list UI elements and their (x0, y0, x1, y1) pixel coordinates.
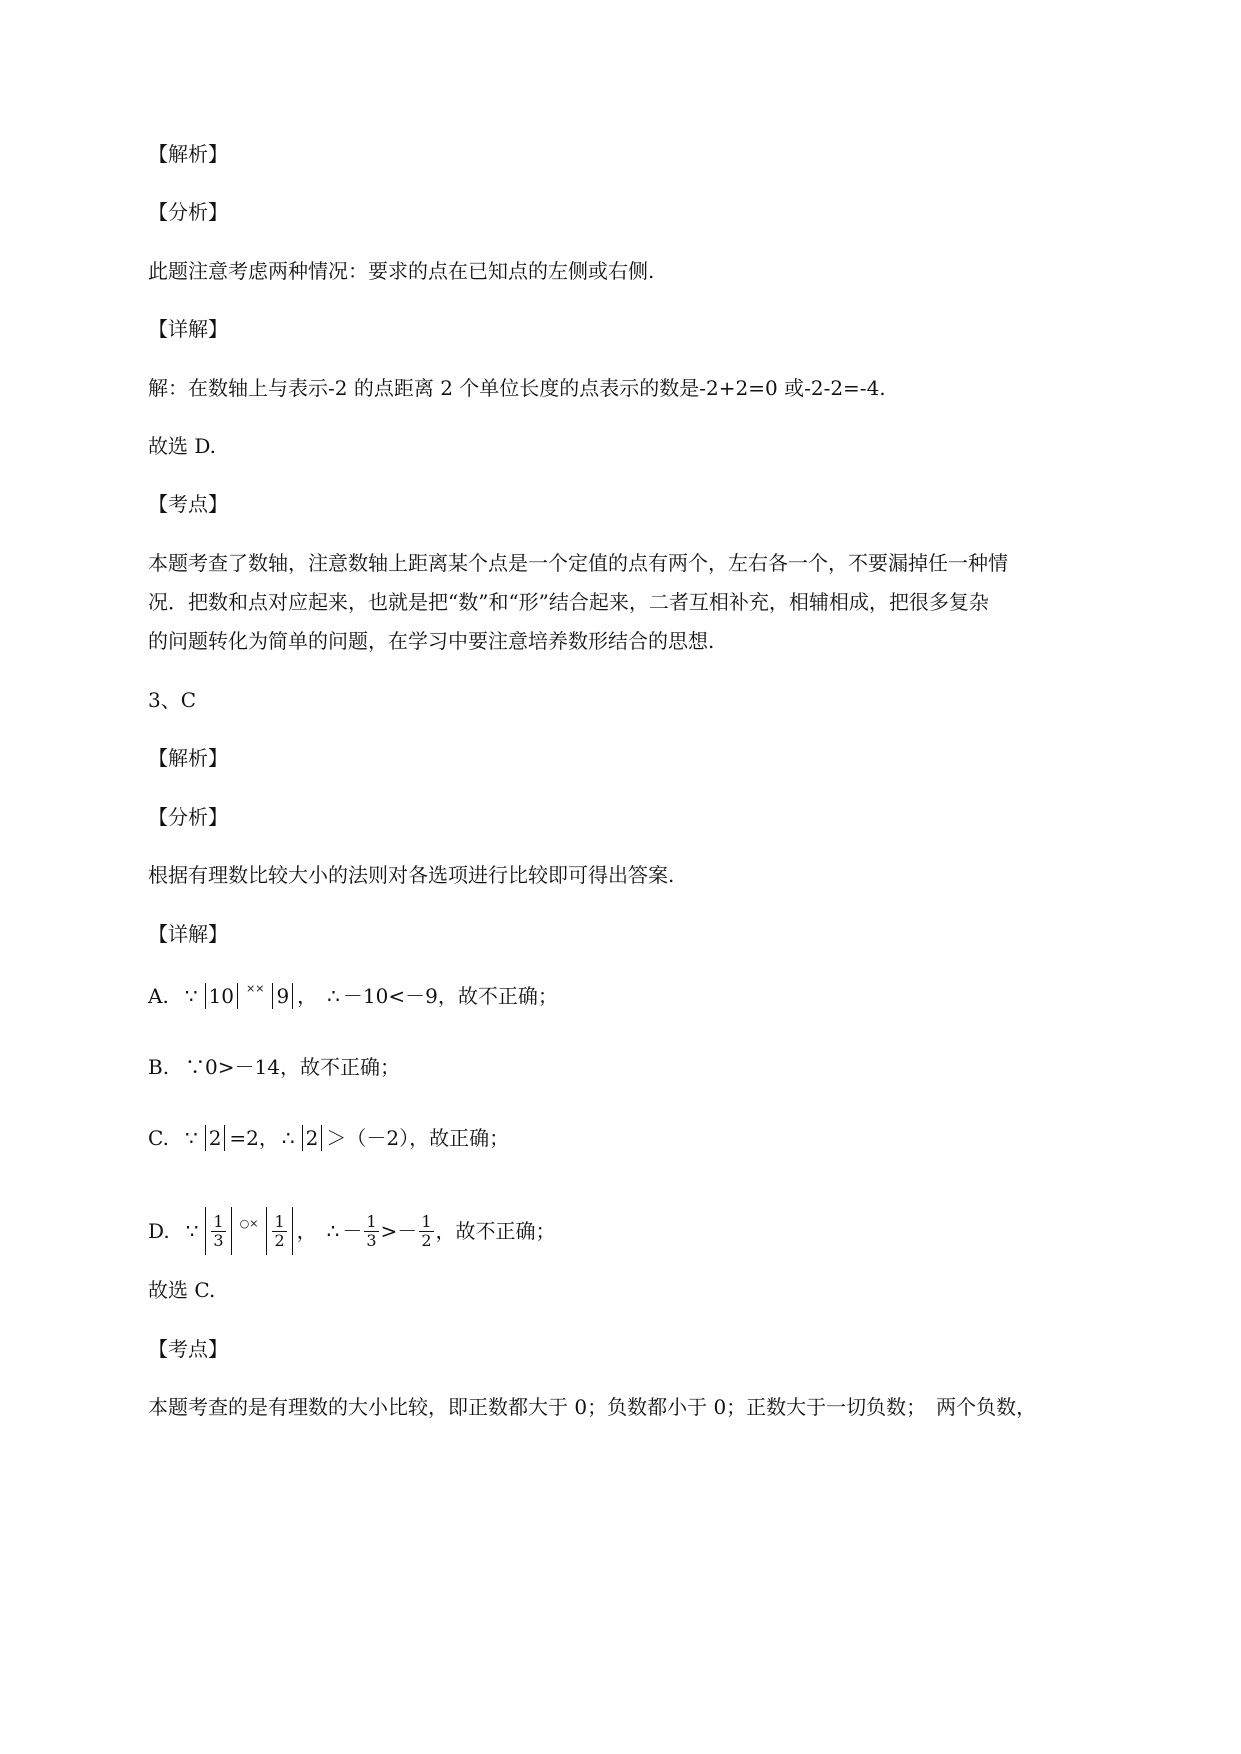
denominator: 3 (213, 1230, 224, 1250)
absolute-value (205, 983, 238, 1009)
comma: ， (297, 984, 318, 1008)
answer-line: 故选 D. (148, 434, 217, 458)
option-text: ∵0>－14，故不正确； (185, 1055, 400, 1079)
question-number: 3、C (148, 688, 197, 712)
section-heading-details: 【详解】 (148, 922, 228, 946)
option-text: －10<－9，故不正确； (342, 984, 558, 1008)
section-heading-knowledge: 【考点】 (148, 492, 228, 516)
section-heading-knowledge: 【考点】 (148, 1337, 228, 1361)
abs-value-text: 2 (305, 1126, 319, 1150)
option-text: ，故不正确； (435, 1219, 556, 1243)
because-symbol: ∵ (184, 984, 198, 1008)
because-symbol: ∵ (185, 1219, 199, 1243)
fraction (211, 1213, 225, 1250)
paragraph-text: 本题考查的是有理数的大小比较，即正数都大于 0；负数都小于 0；正数大于一切负数； 两个负数， (148, 1395, 1037, 1419)
numerator: 1 (366, 1211, 377, 1231)
absolute-value-fraction (205, 1207, 231, 1255)
numerator: 1 (421, 1211, 432, 1231)
numerator: 1 (274, 1211, 285, 1231)
option-c-line (148, 1124, 509, 1152)
minus-sign: － (342, 1219, 363, 1243)
option-label: B. (148, 1055, 170, 1079)
comma: ， (296, 1219, 317, 1243)
paragraph-text: 此题注意考虑两种情况：要求的点在已知点的左侧或右侧. (148, 259, 655, 283)
option-a-line (148, 982, 558, 1010)
absolute-value (205, 1125, 226, 1151)
answer-line: 故选 C. (148, 1278, 216, 1302)
option-b-line (148, 1053, 400, 1081)
section-heading-analysis: 【解析】 (148, 142, 228, 166)
denominator: 3 (366, 1230, 377, 1250)
option-text: ＞（－2），故正确； (326, 1126, 510, 1150)
abs-value-text: 9 (276, 984, 290, 1008)
absolute-value (272, 983, 293, 1009)
section-heading-analysis: 【解析】 (148, 746, 228, 770)
paragraph-text: 的问题转化为简单的问题，在学习中要注意培养数形结合的思想. (148, 629, 715, 653)
fraction (419, 1213, 433, 1250)
absolute-value (302, 1125, 323, 1151)
therefore-symbol: ∴ (326, 1219, 340, 1243)
abs-value-text: 10 (208, 984, 234, 1008)
fraction (364, 1213, 378, 1250)
because-symbol: ∵ (184, 1126, 198, 1150)
denominator: 2 (274, 1230, 285, 1250)
option-label: D. (148, 1219, 170, 1243)
section-heading-reasoning: 【分析】 (148, 805, 228, 829)
paragraph-text: 解：在数轴上与表示-2 的点距离 2 个单位长度的点表示的数是-2+2=0 或-2-2=-4. (148, 376, 886, 400)
comparison-symbol: >－ (380, 1219, 418, 1243)
fraction (272, 1213, 286, 1250)
abs-value-text: 2 (208, 1126, 222, 1150)
absolute-value-fraction (266, 1207, 292, 1255)
option-d-line (148, 1205, 556, 1257)
garbled-symbol: ×× (246, 981, 265, 995)
therefore-symbol: ∴ (327, 984, 340, 1008)
option-label: A. (148, 984, 169, 1008)
therefore-symbol: ∴ (281, 1126, 295, 1150)
option-text: =2， (229, 1126, 279, 1150)
garbled-symbol: ○× (239, 1216, 259, 1230)
paragraph-text: 根据有理数比较大小的法则对各选项进行比较即可得出答案. (148, 863, 675, 887)
denominator: 2 (421, 1230, 432, 1250)
paragraph-text: 况．把数和点对应起来，也就是把“数”和“形”结合起来，二者互相补充，相辅相成，把很多复杂 (148, 590, 989, 614)
section-heading-details: 【详解】 (148, 317, 228, 341)
paragraph-text: 本题考查了数轴，注意数轴上距离某个点是一个定值的点有两个，左右各一个，不要漏掉任一种情 (148, 551, 1008, 575)
numerator: 1 (213, 1211, 224, 1231)
section-heading-reasoning: 【分析】 (148, 200, 228, 224)
option-label: C. (148, 1126, 169, 1150)
